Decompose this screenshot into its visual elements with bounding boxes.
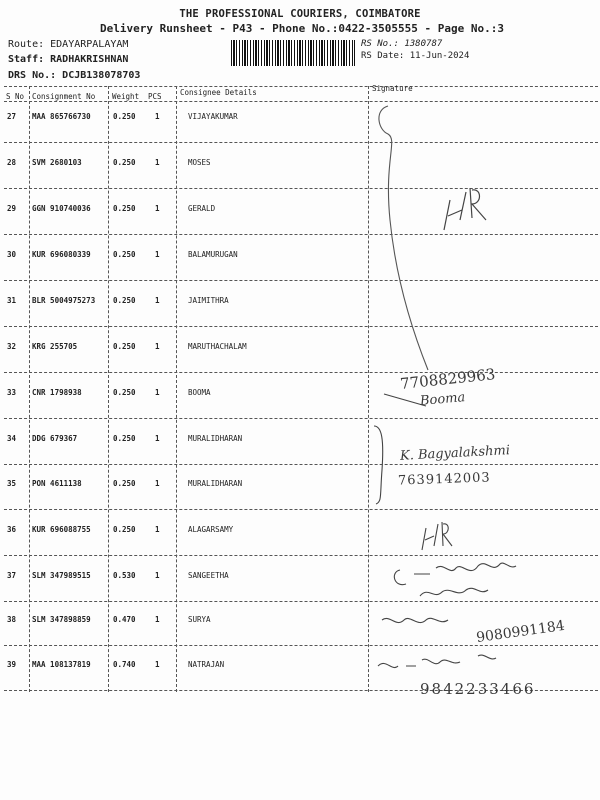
row-pcs: 1 — [155, 388, 160, 397]
row-consignment: GGN 910740036 — [32, 204, 91, 213]
row-consignee: GERALD — [188, 204, 216, 213]
header-top-rule — [4, 86, 598, 87]
row-pcs: 1 — [155, 158, 160, 167]
row-consignment: KUR 696088755 — [32, 525, 91, 534]
row-sno: 34 — [7, 434, 17, 443]
row-weight: 0.250 — [113, 434, 136, 443]
handwritten-name: K. Bagyalakshmi — [399, 443, 511, 464]
row-consignee: MURALIDHARAN — [188, 434, 243, 443]
handwritten-phone: 7708829963 — [399, 365, 497, 393]
row-consignee: JAIMITHRA — [188, 296, 229, 305]
drs-number: DRS No.: DCJB138078703 — [8, 70, 141, 81]
row-consignee: ALAGARSAMY — [188, 525, 234, 534]
signature-scribbles — [370, 100, 598, 700]
row-consignment: MAA 865766730 — [32, 112, 91, 121]
row-pcs: 1 — [155, 296, 160, 305]
row-consignment: SLM 347989515 — [32, 571, 91, 580]
staff-label: Staff: RADHAKRISHNAN — [8, 54, 129, 65]
row-consignment: DDG 679367 — [32, 434, 78, 443]
row-consignment: SVM 2680103 — [32, 158, 82, 167]
col-signature: Signature — [372, 84, 413, 93]
row-pcs: 1 — [155, 204, 160, 213]
row-consignment: PON 4611138 — [32, 479, 82, 488]
row-pcs: 1 — [155, 479, 160, 488]
row-consignee: SURYA — [188, 615, 211, 624]
row-consignee: SANGEETHA — [188, 571, 229, 580]
row-sno: 33 — [7, 388, 17, 397]
row-sno: 27 — [7, 112, 17, 121]
row-weight: 0.250 — [113, 158, 136, 167]
row-pcs: 1 — [155, 571, 160, 580]
row-consignee: VIJAYAKUMAR — [188, 112, 238, 121]
handwritten-name: Booma — [419, 390, 466, 409]
row-consignee: MOSES — [188, 158, 211, 167]
row-weight: 0.740 — [113, 660, 136, 669]
rs-date: RS Date: 11-Jun-2024 — [361, 51, 470, 61]
row-consignment: CNR 1798938 — [32, 388, 82, 397]
row-weight: 0.250 — [113, 342, 136, 351]
row-sno: 35 — [7, 479, 17, 488]
handwritten-phone: 9080991184 — [475, 617, 566, 647]
col-pcs: PCS — [148, 92, 162, 101]
row-consignee: NATRAJAN — [188, 660, 225, 669]
row-pcs: 1 — [155, 250, 160, 259]
col-weight: Weight — [112, 92, 140, 101]
row-pcs: 1 — [155, 434, 160, 443]
row-weight: 0.250 — [113, 525, 136, 534]
row-pcs: 1 — [155, 112, 160, 121]
row-weight: 0.530 — [113, 571, 136, 580]
row-sno: 38 — [7, 615, 17, 624]
row-sno: 29 — [7, 204, 17, 213]
row-weight: 0.250 — [113, 112, 136, 121]
row-sno: 28 — [7, 158, 17, 167]
rs-number: RS No.: 1380787 — [361, 39, 443, 49]
row-sno: 31 — [7, 296, 17, 305]
row-sno: 36 — [7, 525, 17, 534]
row-pcs: 1 — [155, 615, 160, 624]
row-pcs: 1 — [155, 660, 160, 669]
route-label: Route: EDAYARPALAYAM — [8, 39, 129, 50]
handwritten-phone: 9842233466 — [420, 680, 536, 698]
row-pcs: 1 — [155, 342, 160, 351]
barcode — [231, 40, 355, 66]
col-consignment: Consignment No — [32, 92, 96, 101]
row-consignment: SLM 347898859 — [32, 615, 91, 624]
row-weight: 0.250 — [113, 250, 136, 259]
row-weight: 0.250 — [113, 388, 136, 397]
row-weight: 0.250 — [113, 479, 136, 488]
handwritten-phone: 7639142003 — [397, 470, 491, 489]
row-sno: 32 — [7, 342, 17, 351]
row-pcs: 1 — [155, 525, 160, 534]
runsheet-title: Delivery Runsheet - P43 - Phone No.:0422-3505555 - Page No.:3 — [100, 22, 504, 35]
row-consignee: BOOMA — [188, 388, 211, 397]
row-weight: 0.250 — [113, 204, 136, 213]
row-consignment: KRG 255705 — [32, 342, 78, 351]
row-consignee: BALAMURUGAN — [188, 250, 238, 259]
row-sno: 39 — [7, 660, 17, 669]
row-weight: 0.470 — [113, 615, 136, 624]
row-consignee: MARUTHACHALAM — [188, 342, 247, 351]
row-consignee: MURALIDHARAN — [188, 479, 243, 488]
row-sno: 37 — [7, 571, 17, 580]
row-weight: 0.250 — [113, 296, 136, 305]
company-name: THE PROFESSIONAL COURIERS, COIMBATORE — [179, 8, 421, 20]
col-consignee: Consignee Details — [180, 88, 257, 97]
row-consignment: MAA 108137819 — [32, 660, 91, 669]
row-consignment: KUR 696080339 — [32, 250, 91, 259]
col-sno: S No — [6, 92, 25, 101]
row-consignment: BLR 5004975273 — [32, 296, 96, 305]
row-sno: 30 — [7, 250, 17, 259]
